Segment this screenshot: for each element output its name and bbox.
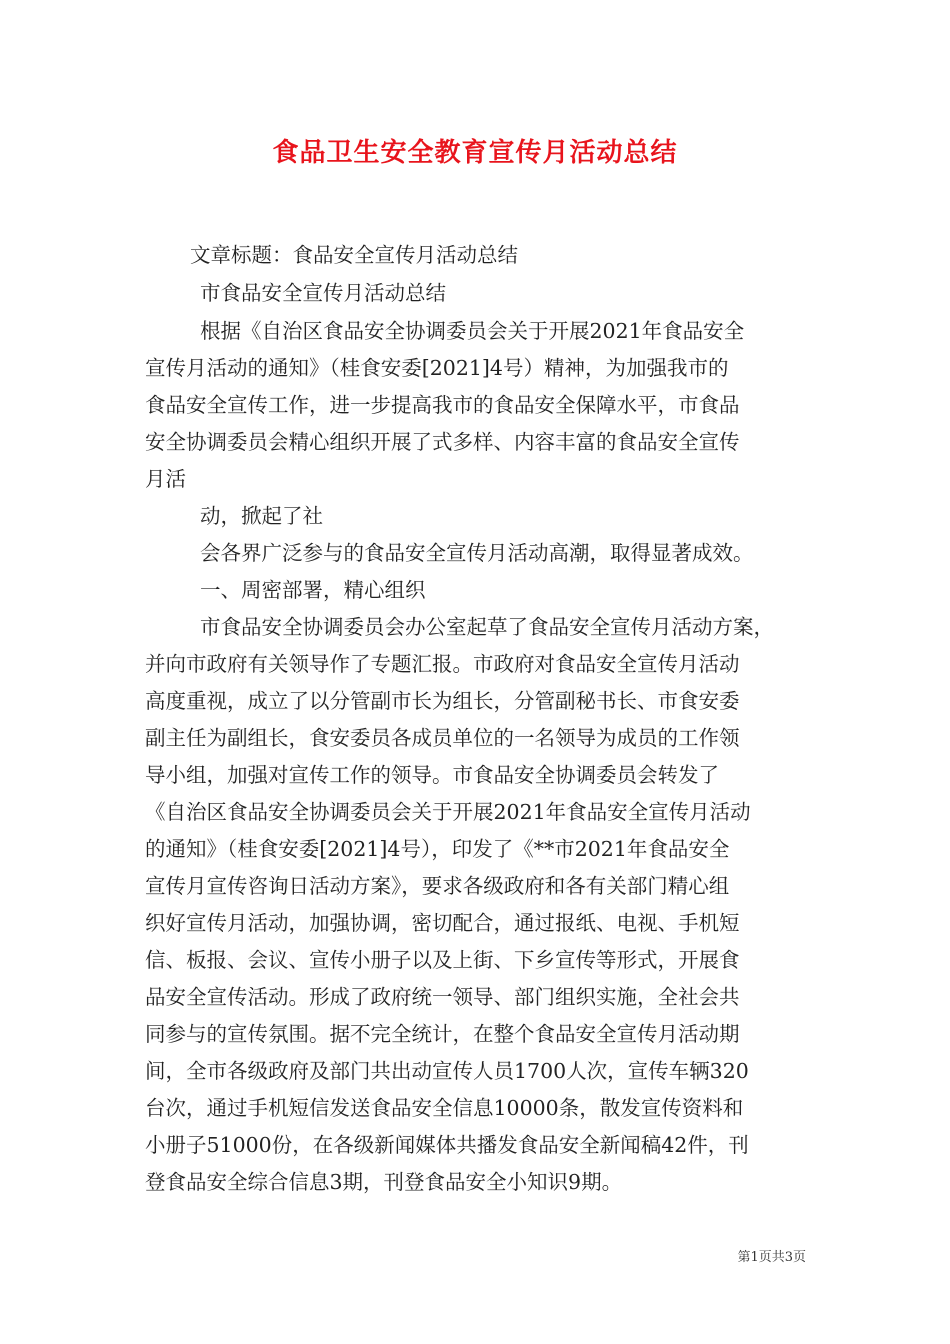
body-line: 织好宣传月活动，加强协调，密切配合，通过报纸、电视、手机短 (145, 911, 740, 935)
body-line: 安全协调委员会精心组织开展了式多样、内容丰富的食品安全宣传 (145, 430, 740, 454)
body-line: 导小组，加强对宣传工作的领导。市食品安全协调委员会转发了 (145, 763, 719, 787)
body-line: 根据《自治区食品安全协调委员会关于开展2021年食品安全 (200, 319, 745, 343)
body-line: 同参与的宣传氛围。据不完全统计，在整个食品安全宣传月活动期 (145, 1022, 740, 1046)
body-line: 的通知》（桂食安委[2021]4号），印发了《**市2021年食品安全 (145, 837, 730, 861)
body-line: 小册子51000份，在各级新闻媒体共播发食品安全新闻稿42件，刊 (145, 1133, 749, 1157)
body-line: 市食品安全协调委员会办公室起草了食品安全宣传月活动方案， (200, 615, 774, 639)
page-number: 第1页共3页 (737, 1250, 806, 1265)
body-line: 登食品安全综合信息3期，刊登食品安全小知识9期。 (145, 1170, 623, 1194)
body-line: 品安全宣传活动。形成了政府统一领导、部门组织实施，全社会共 (145, 985, 740, 1009)
section-heading: 一、周密部署，精心组织 (200, 578, 426, 602)
body-line: 宣传月宣传咨询日活动方案》，要求各级政府和各有关部门精心组 (145, 874, 730, 898)
body-line: 信、板报、会议、宣传小册子以及上街、下乡宣传等形式，开展食 (145, 948, 740, 972)
document-title: 食品卫生安全教育宣传月活动总结 (272, 138, 678, 168)
body-line: 动，掀起了社 (200, 504, 323, 528)
body-line: 月活 (145, 467, 186, 491)
body-line: 间，全市各级政府及部门共出动宣传人员1700人次，宣传车辆320 (145, 1059, 749, 1083)
body-line: 高度重视，成立了以分管副市长为组长，分管副秘书长、市食安委 (145, 689, 740, 713)
body-line: 台次，通过手机短信发送食品安全信息10000条，散发宣传资料和 (145, 1096, 744, 1120)
body-line: 副主任为副组长，食安委员各成员单位的一名领导为成员的工作领 (145, 726, 740, 750)
body-line: 文章标题：食品安全宣传月活动总结 (190, 243, 518, 267)
body-line: 宣传月活动的通知》（桂食安委[2021]4号）精神，为加强我市的 (145, 356, 729, 380)
body-line: 食品安全宣传工作，进一步提高我市的食品安全保障水平，市食品 (145, 393, 740, 417)
body-line: 并向市政府有关领导作了专题汇报。市政府对食品安全宣传月活动 (145, 652, 740, 676)
body-line: 会各界广泛参与的食品安全宣传月活动高潮，取得显著成效。 (200, 541, 754, 565)
body-line: 市食品安全宣传月活动总结 (200, 281, 446, 305)
body-line: 《自治区食品安全协调委员会关于开展2021年食品安全宣传月活动 (145, 800, 751, 824)
